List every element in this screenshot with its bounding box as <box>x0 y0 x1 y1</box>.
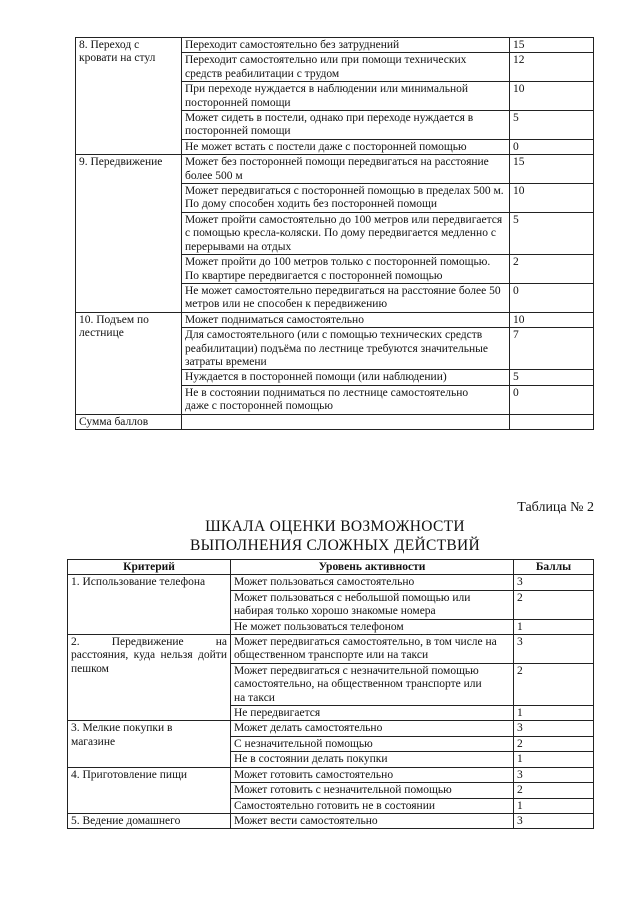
score-cell: 1 <box>514 706 594 721</box>
activity-cell: Не передвигается <box>231 706 514 721</box>
activity-cell: Может пройти до 100 метров только с посторонней помощью. По квартире передвигается с посторонней помощью <box>182 255 510 284</box>
activity-cell: Для самостоятельного (или с помощью технических средств реабилитации) подъёма по лестнице требуются значительные затраты времени <box>182 328 510 370</box>
criterion-cell: 10. Подъем по лестнице <box>76 312 182 414</box>
activity-cell: Может передвигаться с незначительной помощью самостоятельно, на общественном транспорте или на такси <box>231 663 514 705</box>
score-cell: 3 <box>514 575 594 590</box>
header-score: Баллы <box>514 560 594 575</box>
activity-cell: Не в состоянии делать покупки <box>231 752 514 767</box>
scale-table-1 <box>75 37 594 430</box>
table-title-line-1: ШКАЛА ОЦЕНКИ ВОЗМОЖНОСТИ <box>205 518 465 535</box>
score-cell: 5 <box>510 212 594 254</box>
score-cell: 2 <box>514 736 594 751</box>
score-cell: 5 <box>510 111 594 140</box>
activity-cell: Может пройти самостоятельно до 100 метров или передвигается с помощью кресла-коляски. По дому передвигается медленно с перерывами на отдых <box>182 212 510 254</box>
score-cell: 2 <box>510 255 594 284</box>
table-row <box>68 635 594 664</box>
score-cell: 10 <box>510 184 594 213</box>
score-cell: 5 <box>510 370 594 385</box>
activity-cell: Может пользоваться самостоятельно <box>231 575 514 590</box>
activity-cell: Переходит самостоятельно без затруднений <box>182 38 510 53</box>
sum-label: Сумма баллов <box>76 414 182 429</box>
activity-cell: Может пользоваться с небольшой помощью или набирая только хорошо знакомые номера <box>231 590 514 619</box>
scale-table-2 <box>67 559 594 829</box>
activity-cell: Не может встать с постели даже с посторонней помощью <box>182 139 510 154</box>
score-cell: 3 <box>514 813 594 828</box>
activity-cell: Может передвигаться самостоятельно, в том числе на общественном транспорте или на такси <box>231 635 514 664</box>
table-row <box>68 813 594 828</box>
activity-cell: Может передвигаться с посторонней помощью в пределах 500 м. По дому способен ходить без посторонней помощи <box>182 184 510 213</box>
score-cell: 3 <box>514 767 594 782</box>
score-cell: 15 <box>510 38 594 53</box>
activity-cell: Может готовить самостоятельно <box>231 767 514 782</box>
sum-empty-cell <box>182 414 510 429</box>
activity-cell: Переходит самостоятельно или при помощи технических средств реабилитации с трудом <box>182 53 510 82</box>
table-title <box>100 517 570 555</box>
activity-cell: Не в состоянии подниматься по лестнице самостоятельно даже с посторонней помощью <box>182 385 510 414</box>
criterion-cell: 8. Переход с кровати на стул <box>76 38 182 155</box>
table-title-line-2: ВЫПОЛНЕНИЯ СЛОЖНЫХ ДЕЙСТВИЙ <box>189 537 481 554</box>
score-cell: 1 <box>514 798 594 813</box>
table-row <box>76 155 594 184</box>
activity-cell: Нуждается в посторонней помощи (или наблюдении) <box>182 370 510 385</box>
header-criterion: Критерий <box>68 560 231 575</box>
table-row <box>68 767 594 782</box>
score-cell: 1 <box>514 619 594 634</box>
score-cell: 0 <box>510 283 594 312</box>
activity-cell: При переходе нуждается в наблюдении или минимальной посторонней помощи <box>182 82 510 111</box>
criterion-cell: 9. Передвижение <box>76 155 182 312</box>
criterion-cell: 1. Использование телефона <box>68 575 231 635</box>
score-cell: 0 <box>510 139 594 154</box>
activity-cell: Не может самостоятельно передвигаться на расстояние более 50 метров или не способен к передвижению <box>182 283 510 312</box>
criterion-cell: 3. Мелкие покупки в магазине <box>68 721 231 767</box>
activity-cell: Может подниматься самостоятельно <box>182 312 510 327</box>
activity-cell: Может сидеть в постели, однако при переходе нуждается в посторонней помощи <box>182 111 510 140</box>
score-cell: 2 <box>514 663 594 705</box>
score-cell: 3 <box>514 721 594 736</box>
sum-row <box>76 414 594 429</box>
score-cell: 2 <box>514 590 594 619</box>
sum-value-cell <box>510 414 594 429</box>
table-row <box>68 721 594 736</box>
score-cell: 1 <box>514 752 594 767</box>
activity-cell: Может вести самостоятельно <box>231 813 514 828</box>
criterion-cell: 2. Передвижение на расстояния, куда нельзя дойти пешком <box>68 635 231 721</box>
table-number: Таблица № 2 <box>517 500 594 515</box>
activity-cell: Самостоятельно готовить не в состоянии <box>231 798 514 813</box>
header-row <box>68 560 594 575</box>
activity-cell: Может без посторонней помощи передвигаться на расстояние более 500 м <box>182 155 510 184</box>
score-cell: 15 <box>510 155 594 184</box>
activity-cell: Может готовить с незначительной помощью <box>231 783 514 798</box>
score-cell: 10 <box>510 312 594 327</box>
activity-cell: С незначительной помощью <box>231 736 514 751</box>
table-row <box>76 38 594 53</box>
score-cell: 3 <box>514 635 594 664</box>
score-cell: 10 <box>510 82 594 111</box>
score-cell: 7 <box>510 328 594 370</box>
table-row <box>76 312 594 327</box>
activity-cell: Не может пользоваться телефоном <box>231 619 514 634</box>
score-cell: 0 <box>510 385 594 414</box>
criterion-cell: 4. Приготовление пищи <box>68 767 231 813</box>
score-cell: 2 <box>514 783 594 798</box>
criterion-cell: 5. Ведение домашнего <box>68 813 231 828</box>
header-activity: Уровень активности <box>231 560 514 575</box>
activity-cell: Может делать самостоятельно <box>231 721 514 736</box>
score-cell: 12 <box>510 53 594 82</box>
table-row <box>68 575 594 590</box>
